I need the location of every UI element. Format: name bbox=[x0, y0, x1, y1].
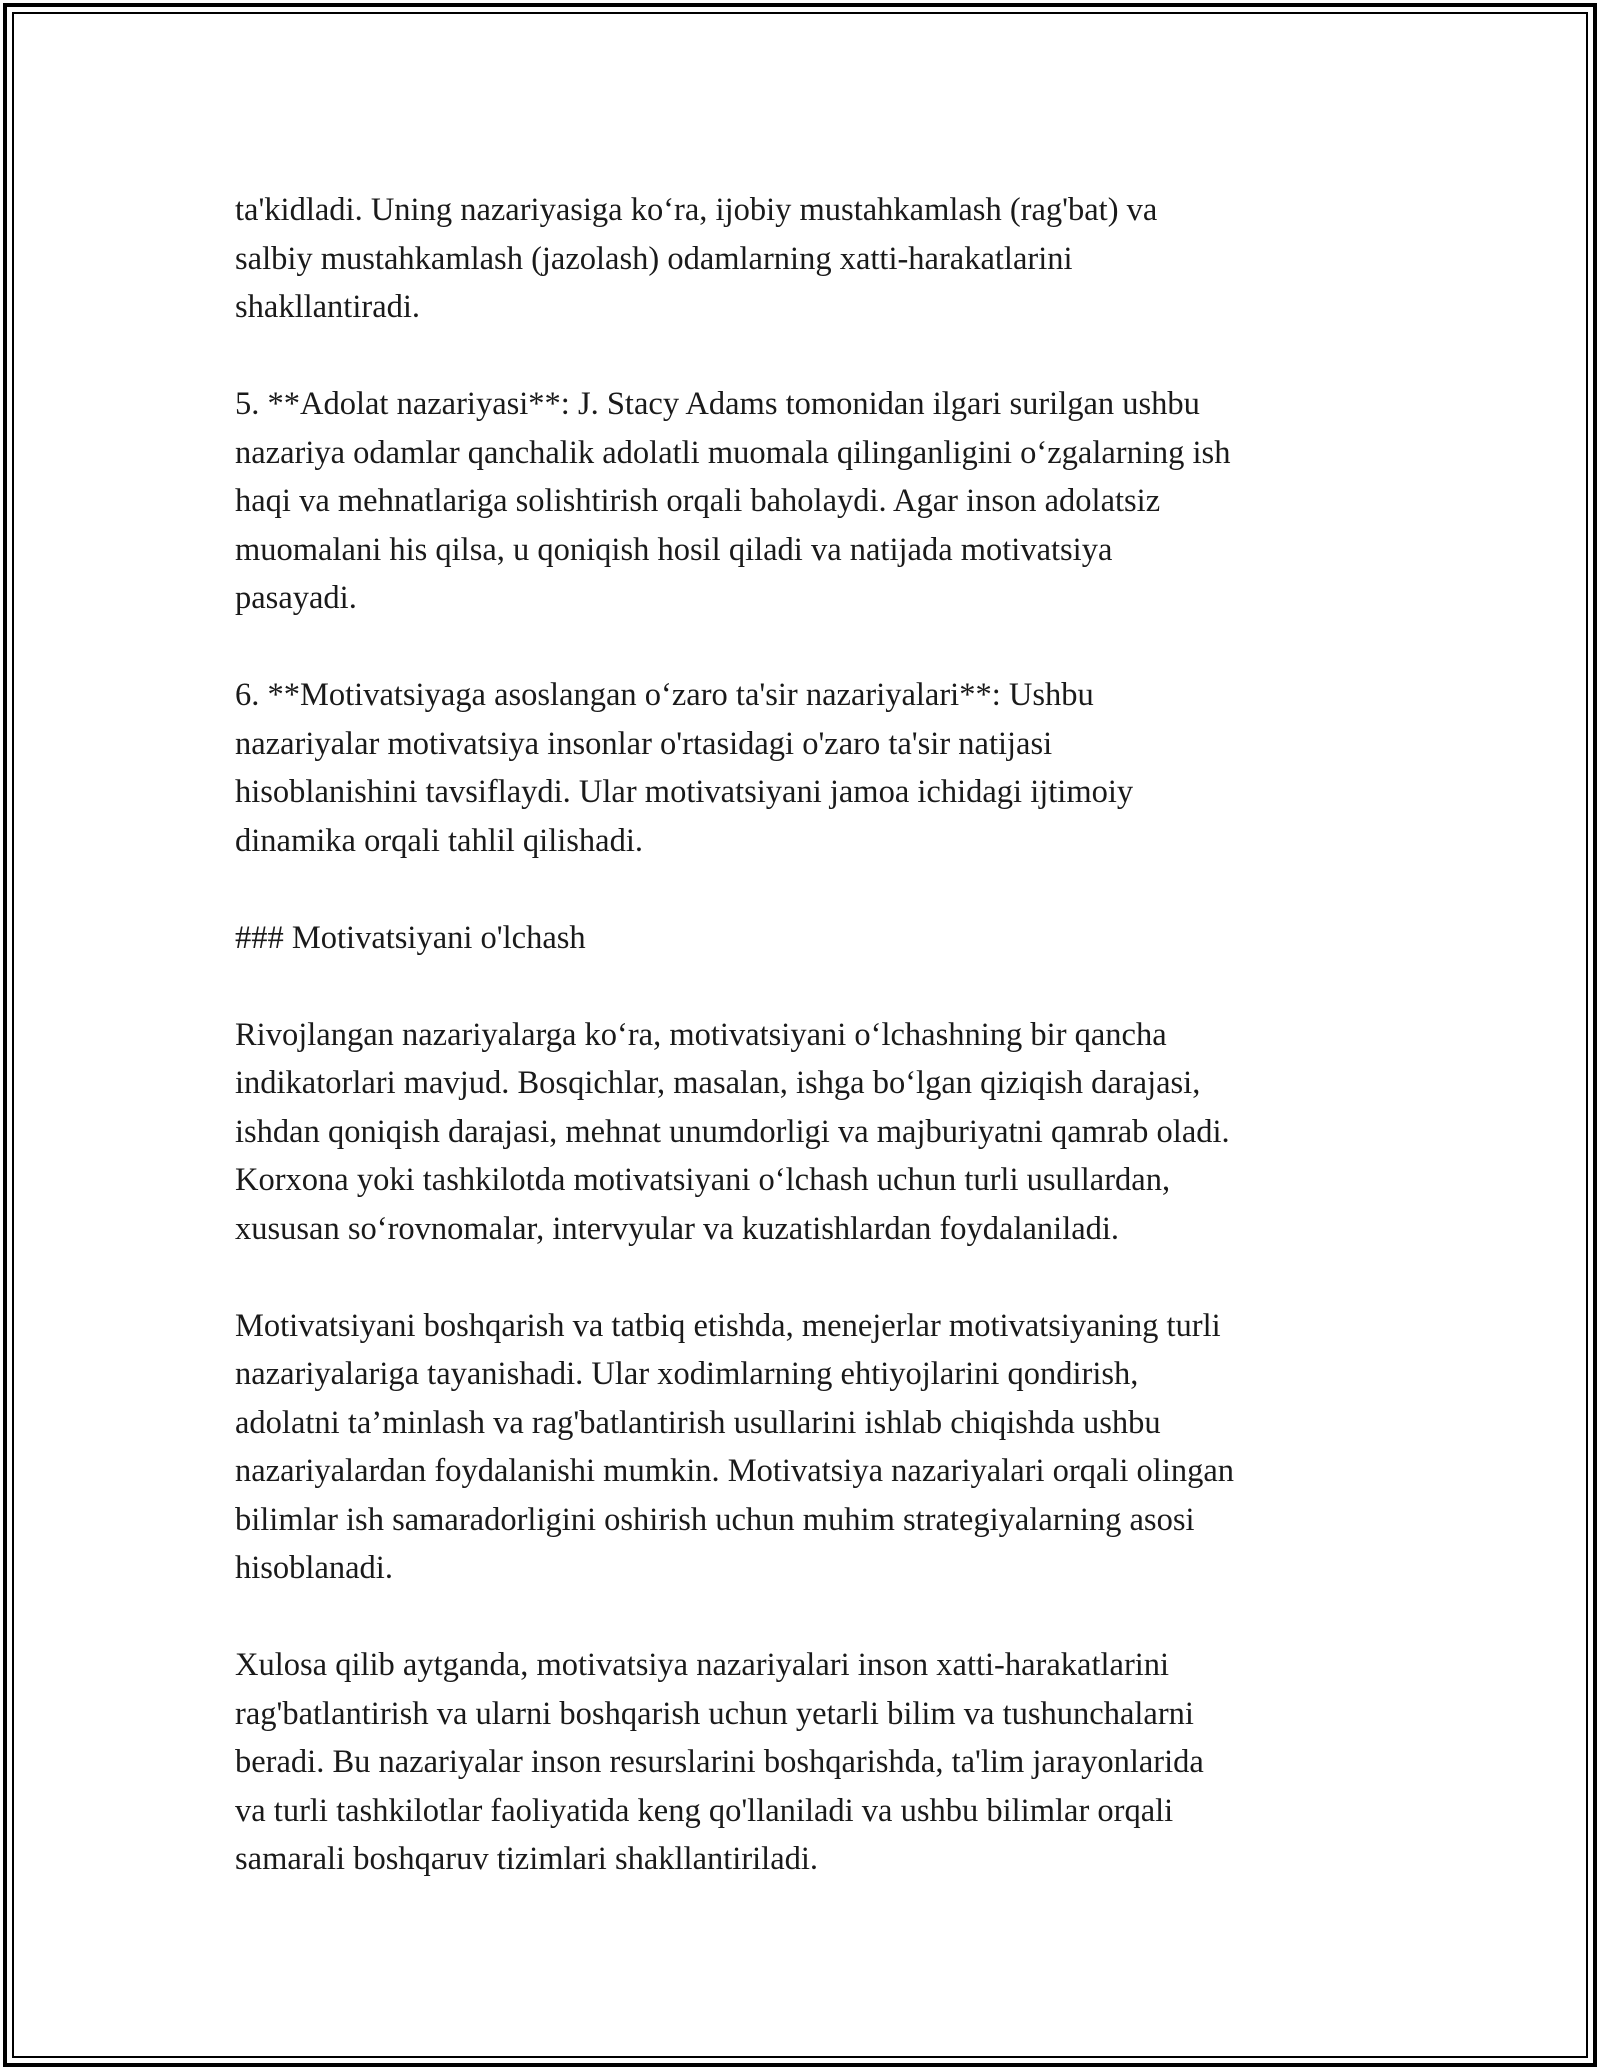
text-line: muomalani his qilsa, u qoniqish hosil qiladi va natijada motivatsiya bbox=[235, 531, 1113, 568]
text-line: samarali boshqaruv tizimlari shakllantiriladi. bbox=[235, 1841, 819, 1877]
paragraph-reinforcement-continuation bbox=[235, 186, 1375, 332]
text-line: haqi va mehnatlariga solishtirish orqali baholaydi. Agar inson adolatsiz bbox=[235, 483, 1161, 519]
text-line: xususan so‘rovnomalar, intervyular va kuzatishlardan foydalaniladi. bbox=[235, 1210, 1120, 1247]
text-line: dinamika orqali tahlil qilishadi. bbox=[235, 822, 643, 859]
text-line: Korxona yoki tashkilotda motivatsiyani o‘lchash uchun turli usullardan, bbox=[235, 1162, 1171, 1198]
text-line: 6. **Motivatsiyaga asoslangan o‘zaro ta'sir nazariyalari**: Ushbu bbox=[235, 677, 1094, 713]
text-line: adolatni ta’minlash va rag'batlantirish usullarini ishlab chiqishda ushbu bbox=[235, 1404, 1161, 1441]
text-line: bilimlar ish samaradorligini oshirish uchun muhim strategiyalarning asosi bbox=[235, 1501, 1195, 1538]
text-line: ta'kidladi. Uning nazariyasiga ko‘ra, ijobiy mustahkamlash (rag'bat) va bbox=[235, 192, 1158, 228]
text-line: Xulosa qilib aytganda, motivatsiya nazariyalari inson xatti-harakatlarini bbox=[235, 1647, 1170, 1683]
text-line: salbiy mustahkamlash (jazolash) odamlarning xatti-harakatlarini bbox=[235, 240, 1073, 277]
document-body bbox=[235, 186, 1375, 1932]
text-line: ishdan qoniqish darajasi, mehnat unumdorligi va majburiyatni qamrab oladi. bbox=[235, 1113, 1230, 1150]
text-line: shakllantiradi. bbox=[235, 289, 421, 325]
text-line: nazariya odamlar qanchalik adolatli muomala qilinganligini o‘zgalarning ish bbox=[235, 434, 1231, 471]
text-line: hisoblanishini tavsiflaydi. Ular motivatsiyani jamoa ichidagi ijtimoiy bbox=[235, 774, 1134, 810]
text-line: Rivojlangan nazariyalarga ko‘ra, motivatsiyani o‘lchashning bir qancha bbox=[235, 1016, 1167, 1053]
text-line: nazariyalar motivatsiya insonlar o'rtasidagi o'zaro ta'sir natijasi bbox=[235, 725, 1053, 762]
text-line: pasayadi. bbox=[235, 580, 357, 616]
text-line: nazariyalardan foydalanishi mumkin. Motivatsiya nazariyalari orqali olingan bbox=[235, 1453, 1235, 1489]
text-line: va turli tashkilotlar faoliyatida keng qo'llaniladi va ushbu bilimlar orqali bbox=[235, 1792, 1174, 1829]
text-line: rag'batlantirish va ularni boshqarish uchun yetarli bilim va tushunchalarni bbox=[235, 1695, 1194, 1732]
paragraph-interaction-theories bbox=[235, 671, 1375, 865]
paragraph-equity-theory bbox=[235, 380, 1375, 623]
text-line: nazariyalariga tayanishadi. Ular xodimlarning ehtiyojlarini qondirish, bbox=[235, 1356, 1139, 1392]
section-heading-measuring-motivation bbox=[235, 914, 1375, 963]
text-line: indikatorlari mavjud. Bosqichlar, masalan, ishga bo‘lgan qiziqish darajasi, bbox=[235, 1065, 1201, 1101]
paragraph-conclusion bbox=[235, 1641, 1375, 1884]
paragraph-measurement-indicators bbox=[235, 1011, 1375, 1254]
text-line: 5. **Adolat nazariyasi**: J. Stacy Adams tomonidan ilgari surilgan ushbu bbox=[235, 386, 1200, 422]
text-line: ### Motivatsiyani o'lchash bbox=[235, 919, 586, 956]
paragraph-management-application bbox=[235, 1302, 1375, 1593]
text-line: Motivatsiyani boshqarish va tatbiq etishda, menejerlar motivatsiyaning turli bbox=[235, 1307, 1221, 1344]
text-line: beradi. Bu nazariyalar inson resurslarini boshqarishda, ta'lim jarayonlarida bbox=[235, 1744, 1204, 1780]
text-line: hisoblanadi. bbox=[235, 1550, 393, 1586]
